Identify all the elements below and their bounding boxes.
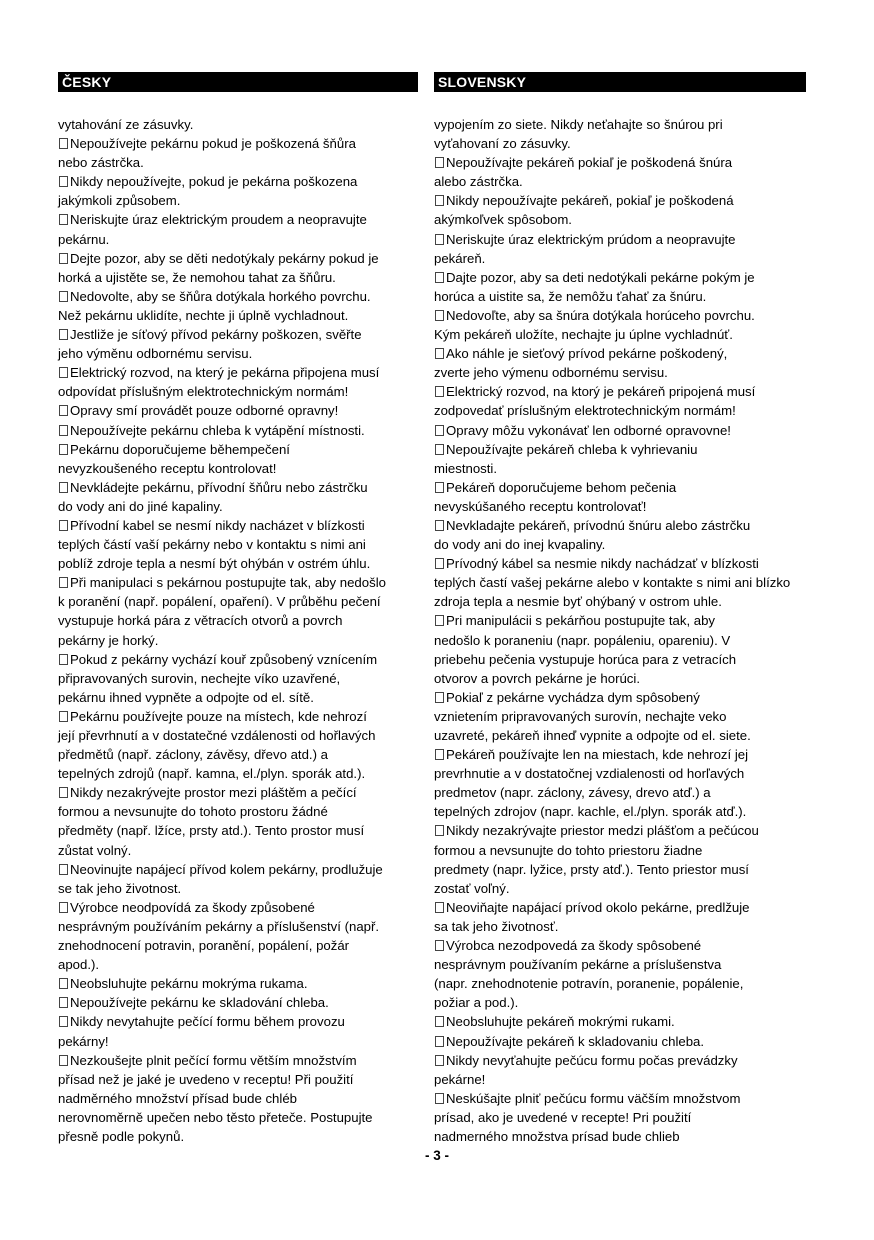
line-text: nerovnoměrně upečen nebo těsto přeteče. Postupujte <box>58 1109 373 1125</box>
text-line <box>434 917 806 936</box>
line-text: Pokud z pekárny vychází kouř způsobený vznícením <box>70 651 378 667</box>
bullet-box-icon <box>59 654 68 665</box>
text-line <box>434 802 806 821</box>
line-text: požiar a pod.). <box>434 995 519 1011</box>
line-text: zostať voľný. <box>434 880 510 896</box>
text-line <box>434 764 806 783</box>
line-text: Pekáreň doporučujeme behom pečenia <box>446 479 677 495</box>
text-line <box>434 1070 806 1089</box>
bullet-line <box>58 898 418 917</box>
line-text: Jestliže je síťový přívod pekárny poškozen, svěřte <box>70 327 362 343</box>
bullet-line <box>434 821 806 840</box>
line-text: teplých častí vašej pekárne alebo v kontakte s nimi ani blízko <box>434 575 791 591</box>
bullet-line <box>434 382 806 401</box>
text-line <box>58 1070 418 1089</box>
bullet-box-icon <box>435 195 444 206</box>
line-text: Kým pekáreň uložíte, nechajte ju úplne vychladnúť. <box>434 327 733 343</box>
line-text: vyťahovaní zo zásuvky. <box>434 136 571 152</box>
text-line <box>434 592 806 611</box>
bullet-line <box>58 421 418 440</box>
line-text: tepelných zdrojů (např. kamna, el./plyn. sporák atd.). <box>58 766 366 782</box>
bullet-box-icon <box>59 253 68 264</box>
bullet-box-icon <box>59 1016 68 1027</box>
bullet-box-icon <box>435 386 444 397</box>
text-lines-slovak <box>434 115 806 1146</box>
bullet-line <box>434 554 806 573</box>
bullet-line <box>434 745 806 764</box>
bullet-box-icon <box>59 787 68 798</box>
text-line <box>58 1108 418 1127</box>
bullet-line <box>434 306 806 325</box>
bullet-line <box>434 1012 806 1031</box>
bullet-box-icon <box>435 157 444 168</box>
line-text: zdroja tepla a nesmie byť ohýbaný v ostrom uhle. <box>434 594 722 610</box>
bullet-line <box>58 134 418 153</box>
bullet-box-icon <box>59 997 68 1008</box>
text-line <box>58 1127 418 1146</box>
line-text: Neskúšajte plniť pečúcu formu väčším množstvom <box>446 1090 741 1106</box>
text-line <box>58 153 418 172</box>
text-line <box>58 669 418 688</box>
line-text: Neriskujte úraz elektrickým prúdom a neopravujte <box>446 231 736 247</box>
text-line <box>58 1089 418 1108</box>
line-text: nadmerného množstva prísad bude chlieb <box>434 1128 680 1144</box>
bullet-line <box>58 573 418 592</box>
bullet-line <box>434 230 806 249</box>
text-line <box>58 382 418 401</box>
bullet-line <box>58 993 418 1012</box>
text-line <box>434 860 806 879</box>
bullet-line <box>434 611 806 630</box>
bullet-box-icon <box>59 482 68 493</box>
line-text: Pri manipulácii s pekárňou postupujte tak, aby <box>446 613 716 629</box>
bullet-line <box>434 268 806 287</box>
line-text: její převrhnutí a v dostatečné vzdálenosti od hořlavých <box>58 728 376 743</box>
bullet-box-icon <box>59 978 68 989</box>
left-column-czech <box>58 72 418 1146</box>
line-text: apod.). <box>58 957 100 973</box>
line-text: predmetov (napr. záclony, závesy, drevo atď.) a <box>434 785 711 801</box>
line-text: zůstat volný. <box>58 842 132 858</box>
bullet-box-icon <box>59 1055 68 1066</box>
text-line <box>58 611 418 630</box>
bullet-line <box>58 478 418 497</box>
bullet-line <box>434 478 806 497</box>
text-line <box>58 230 418 249</box>
bullet-box-icon <box>435 425 444 436</box>
line-text: pekáreň. <box>434 250 486 266</box>
bullet-line <box>434 1032 806 1051</box>
line-text: předmětů (např. záclony, závěsy, dřevo atd.) a <box>58 747 328 763</box>
line-text: Přívodní kabel se nesmí nikdy nacházet v blízkosti <box>70 517 365 533</box>
bullet-box-icon <box>435 749 444 760</box>
text-line <box>434 573 806 592</box>
bullet-box-icon <box>59 138 68 149</box>
line-text: nevyzkoušeného receptu kontrolovat! <box>58 460 277 476</box>
line-text: sa tak jeho životnosť. <box>434 918 559 934</box>
bullet-line <box>434 421 806 440</box>
line-text: přísad než je jaké je uvedeno v receptu! Při použití <box>58 1071 354 1087</box>
text-line <box>58 955 418 974</box>
bullet-box-icon <box>435 348 444 359</box>
text-line <box>58 115 418 134</box>
text-line <box>58 726 418 745</box>
line-text: jeho výměnu odbornému servisu. <box>58 346 253 362</box>
bullet-box-icon <box>59 520 68 531</box>
bullet-line <box>434 898 806 917</box>
line-text: nebo zástrčka. <box>58 155 144 171</box>
text-line <box>434 993 806 1012</box>
line-text: nesprávnym používaním pekárne a príslušenstva <box>434 957 722 973</box>
line-text: zverte jeho výmenu odbornému servisu. <box>434 365 668 381</box>
text-line <box>434 841 806 860</box>
line-text: Pekáreň používajte len na miestach, kde nehrozí jej <box>446 747 749 763</box>
line-text: vystupuje horká pára z větracích otvorů a povrch <box>58 613 343 629</box>
line-text: Nepoužívajte pekáreň chleba k vyhrievaniu <box>446 441 698 457</box>
line-text: Nepoužívejte pekárnu ke skladování chleba. <box>70 995 329 1011</box>
line-text: Prívodný kábel sa nesmie nikdy nachádzať v blízkosti <box>446 556 759 572</box>
bullet-box-icon <box>435 940 444 951</box>
text-lines-czech <box>58 115 418 1146</box>
bullet-box-icon <box>59 577 68 588</box>
text-line <box>58 841 418 860</box>
bullet-box-icon <box>435 310 444 321</box>
line-text: nadměrného množství přísad bude chléb <box>58 1090 297 1106</box>
line-text: připravovaných surovin, nechejte víko uzavřené, <box>58 670 341 686</box>
line-text: Nepoužívejte pekárnu chleba k vytápění místnosti. <box>70 422 365 438</box>
bullet-line <box>58 650 418 669</box>
line-text: Elektrický rozvod, na ktorý je pekáreň pripojená musí <box>446 384 756 400</box>
line-text: Dejte pozor, aby se děti nedotýkaly pekárny pokud je <box>70 250 379 266</box>
line-text: pekárnu. <box>58 231 110 247</box>
text-line <box>434 210 806 229</box>
line-text: Výrobce neodpovídá za škody způsobené <box>70 899 315 915</box>
line-text: Neoviňajte napájací prívod okolo pekárne, predlžuje <box>446 899 750 915</box>
line-text: Neobsluhujte pekáreň mokrými rukami. <box>446 1014 675 1030</box>
line-text: Ako náhle je sieťový prívod pekárne poškodený, <box>446 346 728 362</box>
line-text: nesprávným používáním pekárny a příslušenství (např. <box>58 918 380 934</box>
line-text: formou a nevsunujte do tohto priestoru žiadne <box>434 842 703 858</box>
bullet-line <box>58 325 418 344</box>
line-text: Nezkoušejte plnit pečící formu větším množstvím <box>70 1052 357 1068</box>
text-line <box>434 535 806 554</box>
bullet-line <box>434 1051 806 1070</box>
line-text: Pekárnu doporučujeme běhempečení <box>70 441 290 457</box>
line-text: předměty (např. lžíce, prsty atd.). Tento prostor musí <box>58 823 365 839</box>
line-text: Opravy smí provádět pouze odborné opravny! <box>70 403 339 419</box>
bullet-line <box>58 172 418 191</box>
text-line <box>434 955 806 974</box>
text-line <box>58 592 418 611</box>
line-text: tepelných zdrojov (napr. kachle, el./plyn. sporák atď.). <box>434 804 747 820</box>
bullet-line <box>58 860 418 879</box>
bullet-line <box>434 344 806 363</box>
line-text: alebo zástrčka. <box>434 174 523 190</box>
text-line <box>58 917 418 936</box>
line-text: Neovinujte napájecí přívod kolem pekárny, prodlužuje <box>70 861 383 877</box>
text-line <box>434 974 806 993</box>
line-text: Nedovolte, aby se šňůra dotýkala horkého povrchu. <box>70 288 371 304</box>
line-text: nedošlo k poraneniu (napr. popáleniu, opareniu). V <box>434 632 731 648</box>
line-text: Nikdy nevytahujte pečící formu během provozu <box>70 1014 345 1030</box>
line-text: Při manipulaci s pekárnou postupujte tak, aby nedošlo <box>70 575 386 591</box>
bullet-box-icon <box>59 864 68 875</box>
section-header-slovak: SLOVENSKY <box>434 72 806 92</box>
line-text: Nikdy nezakrývejte prostor mezi pláštěm a pečící <box>70 785 357 801</box>
bullet-box-icon <box>59 405 68 416</box>
line-text: zodpovedať príslušným elektrotechnickým normám! <box>434 403 736 419</box>
line-text: jakýmkoli způsobem. <box>58 193 181 209</box>
text-line <box>434 459 806 478</box>
line-text: do vody ani do jiné kapaliny. <box>58 498 223 514</box>
bullet-line <box>58 516 418 535</box>
line-text: Pekárnu používejte pouze na místech, kde nehrozí <box>70 708 367 724</box>
text-line <box>434 1108 806 1127</box>
bullet-box-icon <box>59 291 68 302</box>
bullet-box-icon <box>59 711 68 722</box>
text-line <box>58 631 418 650</box>
line-text: Neobsluhujte pekárnu mokrýma rukama. <box>70 976 308 992</box>
bullet-line <box>58 363 418 382</box>
line-text: uzavreté, pekáreň ihneď vypnite a odpojte od el. siete. <box>434 728 751 743</box>
text-line <box>434 287 806 306</box>
bullet-box-icon <box>435 692 444 703</box>
text-line <box>434 172 806 191</box>
bullet-box-icon <box>435 1055 444 1066</box>
bullet-box-icon <box>435 558 444 569</box>
bullet-box-icon <box>435 234 444 245</box>
line-text: Dajte pozor, aby sa deti nedotýkali pekárne pokým je <box>446 269 755 285</box>
line-text: teplých částí vaší pekárny nebo v kontaktu s nimi ani <box>58 537 366 553</box>
text-line <box>434 650 806 669</box>
bullet-box-icon <box>435 615 444 626</box>
line-text: Pokiaľ z pekárne vychádza dym spôsobený <box>446 689 700 705</box>
text-line <box>434 879 806 898</box>
bullet-line <box>58 783 418 802</box>
text-line <box>58 802 418 821</box>
bullet-line <box>58 1051 418 1070</box>
line-text: prísad, ako je uvedené v recepte! Pri použití <box>434 1109 692 1125</box>
line-text: Nikdy nepoužívejte, pokud je pekárna poškozena <box>70 174 358 190</box>
text-line <box>434 115 806 134</box>
bullet-box-icon <box>59 214 68 225</box>
bullet-box-icon <box>435 482 444 493</box>
bullet-line <box>434 516 806 535</box>
bullet-line <box>58 401 418 420</box>
bullet-line <box>58 287 418 306</box>
line-text: Nikdy nezakrývajte priestor medzi plášťom a pečúcou <box>446 823 759 839</box>
text-line <box>434 134 806 153</box>
line-text: Nepoužívajte pekáreň k skladovaniu chleba. <box>446 1033 705 1049</box>
line-text: do vody ani do inej kvapaliny. <box>434 537 606 553</box>
line-text: znehodnocení potravin, poranění, popálení, požár <box>58 938 350 954</box>
bullet-box-icon <box>435 1093 444 1104</box>
text-line <box>434 1127 806 1146</box>
bullet-line <box>58 249 418 268</box>
line-text: vznietením pripravovaných surovín, nechajte veko <box>434 708 727 724</box>
text-line <box>434 669 806 688</box>
bullet-box-icon <box>435 1036 444 1047</box>
line-text: pekárne! <box>434 1071 486 1087</box>
bullet-line <box>434 1089 806 1108</box>
bullet-line <box>434 688 806 707</box>
bullet-line <box>434 153 806 172</box>
text-line <box>434 401 806 420</box>
bullet-box-icon <box>435 272 444 283</box>
text-line <box>58 745 418 764</box>
text-line <box>434 363 806 382</box>
line-text: otvorov a povrch pekárne je horúci. <box>434 670 640 686</box>
text-line <box>58 764 418 783</box>
line-text: Výrobca nezodpovedá za škody spôsobené <box>446 938 702 954</box>
bullet-box-icon <box>435 444 444 455</box>
line-text: pekárny je horký. <box>58 632 159 648</box>
text-line <box>58 497 418 516</box>
text-line <box>58 191 418 210</box>
line-text: Nepoužívajte pekáreň pokiaľ je poškodená šnúra <box>446 155 733 171</box>
text-line <box>58 554 418 573</box>
bullet-box-icon <box>435 520 444 531</box>
page-number: - 3 - <box>424 1148 449 1163</box>
text-line <box>58 1032 418 1051</box>
line-text: (napr. znehodnotenie potravín, poranenie, popálenie, <box>434 976 744 992</box>
line-text: horká a ujistěte se, že nemohou tahat za šňůru. <box>58 269 336 285</box>
line-text: Nikdy nepoužívajte pekáreň, pokiaľ je poškodená <box>446 193 734 209</box>
text-line <box>434 631 806 650</box>
bullet-box-icon <box>59 444 68 455</box>
line-text: miestnosti. <box>434 460 498 476</box>
line-text: Opravy môžu vykonávať len odborné opravovne! <box>446 422 731 438</box>
bullet-box-icon <box>435 825 444 836</box>
line-text: pekárnu ihned vypněte a odpojte od el. sítě. <box>58 689 314 705</box>
text-line <box>58 879 418 898</box>
line-text: se tak jeho životnost. <box>58 880 182 896</box>
text-line <box>58 344 418 363</box>
bullet-box-icon <box>59 176 68 187</box>
line-text: Nikdy nevyťahujte pečúcu formu počas prevádzky <box>446 1052 738 1068</box>
line-text: prevrhnutie a v dostatočnej vzdialenosti od horľavých <box>434 766 745 782</box>
line-text: Neriskujte úraz elektrickým proudem a neopravujte <box>70 212 367 228</box>
line-text: Nevkládejte pekárnu, přívodní šňůru nebo zástrčku <box>70 479 368 495</box>
text-line <box>434 707 806 726</box>
line-text: odpovídat příslušným elektrotechnickým normám! <box>58 384 349 400</box>
bullet-line <box>434 936 806 955</box>
line-text: formou a nevsunujte do tohoto prostoru žádné <box>58 804 328 820</box>
bullet-line <box>58 1012 418 1031</box>
line-text: přesně podle pokynů. <box>58 1128 185 1144</box>
text-line <box>58 306 418 325</box>
line-text: akýmkoľvek spôsobom. <box>434 212 572 228</box>
text-line <box>58 459 418 478</box>
line-text: Nevkladajte pekáreň, prívodnú šnúru alebo zástrčku <box>446 517 751 533</box>
line-text: Elektrický rozvod, na který je pekárna připojena musí <box>70 365 380 381</box>
line-text: Nepoužívejte pekárnu pokud je poškozená šňůra <box>70 136 356 152</box>
right-column-slovak <box>434 72 806 1146</box>
line-text: horúca a uistite sa, že nemôžu ťahať za šnúru. <box>434 288 707 304</box>
line-text: pekárny! <box>58 1033 109 1049</box>
text-line <box>58 688 418 707</box>
bullet-box-icon <box>435 902 444 913</box>
text-line <box>434 325 806 344</box>
bullet-line <box>58 707 418 726</box>
text-line <box>58 268 418 287</box>
text-line <box>58 821 418 840</box>
line-text: nevyskúšaného receptu kontrolovať! <box>434 498 647 514</box>
line-text: vypojením zo siete. Nikdy neťahajte so šnúrou pri <box>434 117 723 132</box>
text-line <box>434 783 806 802</box>
bullet-box-icon <box>435 1016 444 1027</box>
line-text: k poranění (např. popálení, opaření). V průběhu pečení <box>58 594 381 610</box>
line-text: priebehu pečenia vystupuje horúca para z vetracích <box>434 651 737 667</box>
text-line <box>58 936 418 955</box>
bullet-box-icon <box>59 425 68 436</box>
bullet-box-icon <box>59 329 68 340</box>
line-text: Než pekárnu uklidíte, nechte ji úplně vychladnout. <box>58 307 349 323</box>
line-text: vytahování ze zásuvky. <box>58 117 194 132</box>
text-line <box>434 249 806 268</box>
text-line <box>58 535 418 554</box>
section-header-czech: ČESKY <box>58 72 418 92</box>
line-text: poblíž zdroje tepla a nesmí být ohýbán v ostrém úhlu. <box>58 556 371 572</box>
bullet-line <box>434 191 806 210</box>
text-line <box>434 726 806 745</box>
bullet-line <box>434 440 806 459</box>
line-text: Nedovoľte, aby sa šnúra dotýkala horúceho povrchu. <box>446 307 755 323</box>
bullet-box-icon <box>59 367 68 378</box>
bullet-line <box>58 974 418 993</box>
bullet-box-icon <box>59 902 68 913</box>
text-line <box>434 497 806 516</box>
line-text: predmety (napr. lyžice, prsty atď.). Tento priestor musí <box>434 861 749 877</box>
bullet-line <box>58 210 418 229</box>
bullet-line <box>58 440 418 459</box>
